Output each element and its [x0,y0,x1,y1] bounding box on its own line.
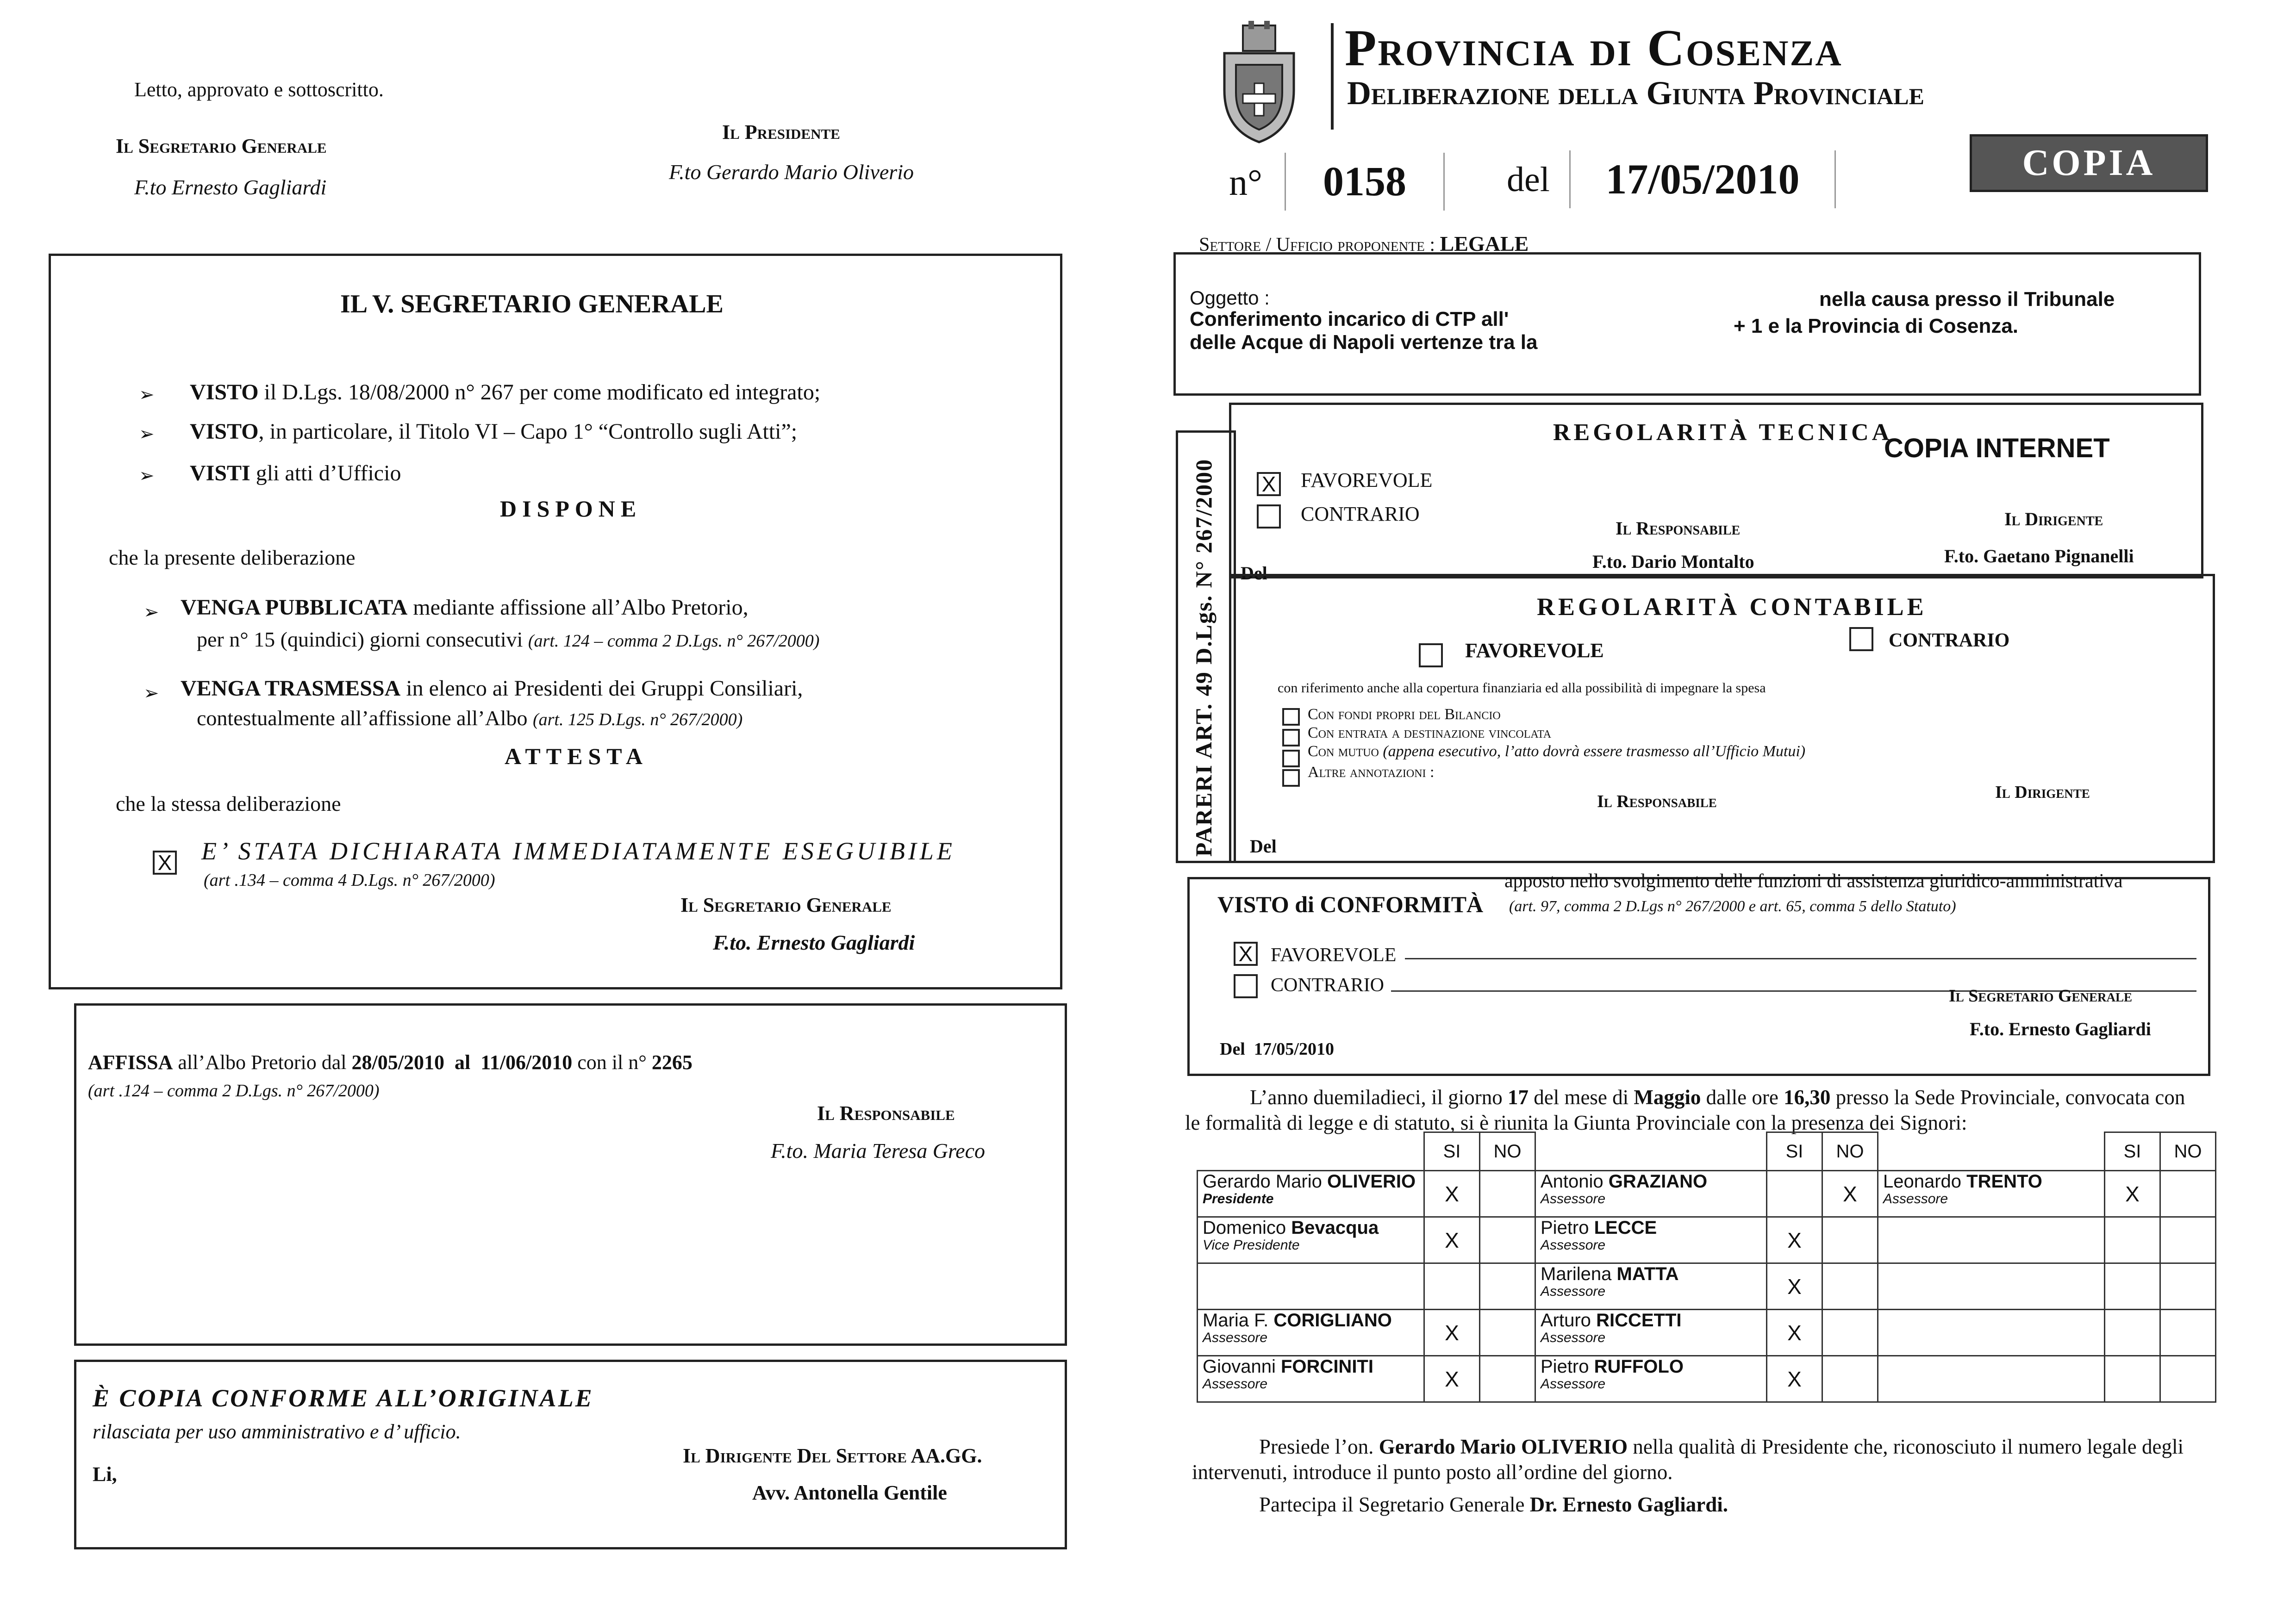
president-name: F.to Gerardo Mario Oliverio [669,160,914,184]
conformita-desc: apposto nello svolgimento delle funzioni di assistenza giuridico-amministrativa [1504,871,2123,892]
tecnica-title: REGOLARITÀ TECNICA [1553,419,1893,446]
fondi-propri-label: Con fondi propri del Bilancio [1308,706,1501,723]
conformita-favorevole-label: FAVOREVOLE [1271,945,1397,966]
affissa-resp-name: F.to. Maria Teresa Greco [771,1139,985,1163]
member-cell: Maria F. CORIGLIANO Assessore [1198,1310,1424,1356]
trasmessa-line-2: contestualmente all’affissione all’Albo (art. 125 D.Lgs. n° 267/2000) [197,706,743,730]
contabile-title: REGOLARITÀ CONTABILE [1537,593,1927,621]
delibera-date: 17/05/2010 [1569,150,1836,208]
attesta-heading: ATTESTA [505,743,649,769]
member-cell: Gerardo Mario OLIVERIO Presidente [1198,1171,1424,1217]
member-cell: Antonio GRAZIANO Assessore [1535,1171,1767,1217]
oggetto-label: Oggetto : [1190,287,1270,309]
eseguibile-text: E’ STATA DICHIARATA IMMEDIATAMENTE ESEGUIBILE [201,837,955,865]
conformita-contrario-checkbox[interactable] [1234,974,1258,998]
dirigente-aagg-name: Avv. Antonella Gentile [752,1481,947,1504]
si-mark: X [1424,1171,1480,1217]
bullet-arrow-icon: ➢ [139,384,155,405]
header-divider [1331,23,1334,130]
contabile-favorevole-label: FAVOREVOLE [1465,639,1604,662]
vsg-sg-name: F.to. Ernesto Gagliardi [713,931,915,954]
altre-annotazioni-checkbox[interactable] [1282,769,1300,787]
dirigente-aagg-title: Il Dirigente Del Settore AA.GG. [683,1444,982,1467]
si-header: SI [1767,1132,1822,1171]
attendance-table [1197,1132,2216,1403]
tecnica-favorevole-label: FAVOREVOLE [1301,469,1433,491]
contabile-contrario-checkbox[interactable] [1849,627,1873,651]
tecnica-dir-name: F.to. Gaetano Pignanelli [1944,546,2134,566]
intro-line-1: L’anno duemiladieci, il giorno 17 del mese di Maggio dalle ore 16,30 presso la Sede Provinciale, convocata con [1250,1086,2185,1109]
vice-secretary-title: IL V. SEGRETARIO GENERALE [340,290,724,318]
member-cell: Pietro LECCE Assessore [1535,1217,1767,1263]
no-mark: X [1822,1171,1878,1217]
sg-title: Il Segretario Generale [116,135,327,157]
vice-secretary-box [49,254,1062,989]
trasmessa-line: VENGA TRASMESSA in elenco ai Presidenti dei Gruppi Consiliari, [181,676,803,701]
tecnica-favorevole-checkbox[interactable]: X [1257,472,1281,496]
header-title: Provincia di Cosenza [1345,19,1843,77]
copia-conforme-sub: rilasciata per uso amministrativo e d’ ufficio. [93,1420,461,1443]
conformita-sg-name: F.to. Ernesto Gagliardi [1970,1019,2151,1039]
visto-1: VISTO il D.Lgs. 18/08/2000 n° 267 per come modificato ed integrato; [190,380,821,404]
conformita-del: Del 17/05/2010 [1220,1039,1334,1059]
affissa-ref: (art .124 – comma 2 D.Lgs. n° 267/2000) [88,1081,380,1101]
president-title: Il Presidente [722,121,840,143]
bullet-arrow-icon: ➢ [144,602,159,623]
tecnica-contrario-checkbox[interactable] [1257,504,1281,529]
oggetto-line-1b: nella causa presso il Tribunale [1819,288,2115,311]
member-cell: Leonardo TRENTO Assessore [1878,1171,2105,1217]
dispone-heading: DISPONE [500,496,642,522]
table-row [1198,1171,2216,1217]
copia-internet-stamp: COPIA INTERNET [1884,433,2110,463]
table-row [1198,1217,2216,1263]
si-mark: X [1767,1217,1822,1263]
eseguibile-checkbox[interactable]: X [153,851,177,875]
si-mark: X [1767,1263,1822,1310]
partecipa-line: Partecipa il Segretario Generale Dr. Ernesto Gagliardi. [1259,1493,1728,1516]
conformita-sg-title: Il Segretario Generale [1949,986,2133,1006]
member-cell: Giovanni FORCINITI Assessore [1198,1356,1424,1402]
oggetto-line-2a: delle Acque di Napoli vertenze tra la [1190,331,1538,354]
member-cell: Domenico Bevacqua Vice Presidente [1198,1217,1424,1263]
affissa-resp-title: Il Responsabile [817,1102,955,1125]
tecnica-resp-title: Il Responsabile [1616,518,1741,539]
settore-line: Settore / Ufficio proponente : LEGALE [1199,232,1529,255]
presiede-line-1: Presiede l’on. Gerardo Mario OLIVERIO nella qualità di Presidente che, riconosciuto il numero legale degli [1259,1435,2184,1458]
pubblicata-line-2: per n° 15 (quindici) giorni consecutivi (art. 124 – comma 2 D.Lgs. n° 267/2000) [197,628,820,651]
mutuo-checkbox[interactable] [1282,750,1300,767]
entrata-vincolata-label: Con entrata a destinazione vincolata [1308,724,1552,741]
copia-badge: COPIA [1970,134,2208,192]
contabile-riferimento: con riferimento anche alla copertura finanziaria ed alla possibilità di impegnare la spesa [1278,680,1766,696]
vsg-sg-title: Il Segretario Generale [680,894,892,916]
member-cell: Arturo RICCETTI Assessore [1535,1310,1767,1356]
conformita-title: VISTO di CONFORMITÀ [1217,891,1484,917]
presiede-line-2: intervenuti, introduce il punto posto all’ordine del giorno. [1192,1461,1673,1484]
pareri-vertical-label: PARERI ART. 49 D.Lgs. N° 267/2000 [1191,458,1217,857]
coat-of-arms-icon [1215,21,1303,146]
tecnica-del: Del [1241,563,1267,584]
tecnica-contrario-label: CONTRARIO [1301,503,1420,525]
contabile-dir-title: Il Dirigente [1995,783,2090,802]
si-mark: X [2105,1171,2160,1217]
che-stessa: che la stessa deliberazione [116,792,341,815]
pubblicata-line: VENGA PUBBLICATA mediante affissione all’Albo Pretorio, [181,595,749,620]
conformita-ref: (art. 97, comma 2 D.Lgs n° 267/2000 e art. 65, comma 5 dello Statuto) [1509,898,1956,915]
altre-annotazioni-label: Altre annotazioni : [1308,764,1435,781]
bullet-arrow-icon: ➢ [144,683,159,704]
copia-conforme-title: È COPIA CONFORME ALL’ORIGINALE [93,1384,594,1412]
date-label: del [1507,160,1550,199]
intro-line-2: le formalità di legge e di statuto, si è riunita la Giunta Provinciale con la presenza dei Signori: [1185,1111,1967,1134]
member-cell: Marilena MATTA Assessore [1535,1263,1767,1310]
table-row [1198,1356,2216,1402]
bullet-arrow-icon: ➢ [139,423,155,445]
si-mark: X [1767,1356,1822,1402]
table-row [1198,1263,2216,1310]
contabile-favorevole-checkbox[interactable] [1419,643,1443,667]
contabile-resp-title: Il Responsabile [1597,792,1717,811]
no-header: NO [1822,1132,1878,1171]
mutuo-label: Con mutuo (appena esecutivo, l’atto dovrà essere trasmesso all’Ufficio Mutui) [1308,743,1806,760]
bullet-arrow-icon: ➢ [139,465,155,486]
conformita-favorevole-checkbox[interactable]: X [1234,942,1258,966]
si-mark: X [1767,1310,1822,1356]
si-mark: X [1424,1356,1480,1402]
member-cell: Pietro RUFFOLO Assessore [1535,1356,1767,1402]
contabile-del: Del [1250,836,1277,857]
entrata-vincolata-checkbox[interactable] [1282,729,1300,746]
conformita-contrario-label: CONTRARIO [1271,975,1385,996]
delibera-number: 0158 [1285,153,1445,211]
tecnica-dir-title: Il Dirigente [2004,509,2103,529]
li-label: Li, [93,1463,117,1486]
eseguibile-ref: (art .134 – comma 4 D.Lgs. n° 267/2000) [204,871,495,890]
fondi-propri-checkbox[interactable] [1282,708,1300,726]
si-header: SI [2105,1132,2160,1171]
no-header: NO [1480,1132,1535,1171]
oggetto-line-1a: Conferimento incarico di CTP all' [1190,308,1509,330]
attendance-header [1198,1132,2216,1171]
table-row [1198,1310,2216,1356]
contabile-contrario-label: CONTRARIO [1889,630,2010,651]
sg-name: F.to Ernesto Gagliardi [134,175,327,199]
che-presente: che la presente deliberazione [109,546,356,569]
oggetto-line-2b: + 1 e la Provincia di Cosenza. [1734,315,2019,337]
si-header: SI [1424,1132,1480,1171]
number-label: n° [1229,162,1262,203]
visto-2: VISTO, in particolare, il Titolo VI – Capo 1° “Controllo sugli Atti”; [190,419,798,444]
si-mark: X [1424,1217,1480,1263]
no-header: NO [2160,1132,2216,1171]
approved-text: Letto, approvato e sottoscritto. [134,78,384,101]
favorevole-line [1405,958,2196,959]
visto-3: VISTI gli atti d’Ufficio [190,461,401,485]
affissa-line: AFFISSA all’Albo Pretorio dal 28/05/2010 al 11/06/2010 con il n° 2265 [88,1051,693,1074]
si-mark: X [1424,1310,1480,1356]
tecnica-resp-name: F.to. Dario Montalto [1592,551,1754,572]
header-subtitle: Deliberazione della Giunta Provinciale [1347,75,1924,112]
